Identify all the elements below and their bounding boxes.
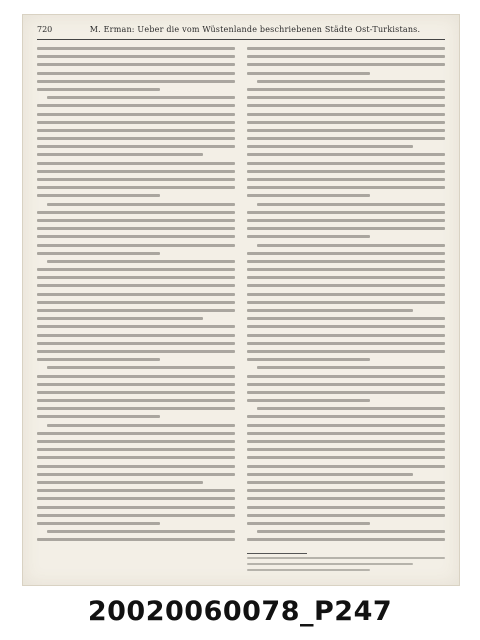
text-line: [37, 391, 235, 394]
text-line: [37, 334, 235, 337]
running-title: M. Erman: Ueber die vom Wüstenlande beschriebenen Städte Ost-Turkistans.: [89, 25, 421, 34]
text-line: [247, 284, 445, 287]
text-line: [247, 72, 370, 75]
text-line: [37, 244, 235, 247]
text-line: [37, 407, 235, 410]
text-line: [247, 350, 445, 353]
text-line: [247, 170, 445, 173]
text-line: [247, 334, 445, 337]
text-line: [247, 55, 445, 58]
text-line: [247, 301, 445, 304]
book-page: [22, 14, 460, 586]
text-line: [47, 530, 235, 533]
text-line: [37, 284, 235, 287]
text-line: [47, 96, 235, 99]
text-line: [247, 137, 445, 140]
text-line: [247, 47, 445, 50]
text-line: [247, 432, 445, 435]
text-column-left: [37, 47, 235, 547]
text-line: [47, 424, 235, 427]
text-line: [247, 309, 413, 312]
text-line: [247, 563, 413, 565]
text-line: [247, 383, 445, 386]
text-line: [37, 358, 160, 361]
text-line: [37, 252, 160, 255]
text-line: [37, 383, 235, 386]
text-line: [247, 153, 445, 156]
text-line: [47, 203, 235, 206]
text-line: [37, 375, 235, 378]
text-line: [37, 514, 235, 517]
text-line: [47, 260, 235, 263]
text-line: [37, 170, 235, 173]
text-line: [247, 325, 445, 328]
text-line: [247, 227, 445, 230]
text-line: [247, 358, 370, 361]
text-line: [247, 260, 445, 263]
text-line: [37, 194, 160, 197]
text-line: [37, 235, 235, 238]
text-line: [247, 538, 445, 541]
text-line: [37, 80, 235, 83]
text-line: [37, 211, 235, 214]
text-line: [37, 227, 235, 230]
text-line: [247, 557, 445, 559]
text-line: [247, 96, 445, 99]
text-line: [247, 448, 445, 451]
text-line: [37, 276, 235, 279]
text-line: [37, 145, 235, 148]
barcode-label: 20020060078_P247: [87, 596, 393, 627]
text-line: [247, 293, 445, 296]
text-line: [247, 121, 445, 124]
text-line: [37, 317, 203, 320]
text-line: [247, 317, 445, 320]
text-line: [247, 375, 445, 378]
text-line: [247, 424, 445, 427]
footnote: [247, 557, 445, 577]
text-line: [247, 522, 370, 525]
text-line: [247, 473, 413, 476]
text-line: [37, 440, 235, 443]
text-line: [37, 162, 235, 165]
text-line: [37, 63, 235, 66]
text-line: [247, 129, 445, 132]
text-line: [37, 219, 235, 222]
text-line: [247, 506, 445, 509]
text-line: [37, 325, 235, 328]
text-line: [37, 186, 235, 189]
text-line: [247, 186, 445, 189]
text-line: [37, 268, 235, 271]
text-line: [37, 473, 235, 476]
text-line: [247, 104, 445, 107]
text-line: [257, 244, 445, 247]
text-line: [37, 72, 235, 75]
text-line: [37, 538, 235, 541]
text-line: [37, 448, 235, 451]
text-line: [37, 342, 235, 345]
text-line: [247, 113, 445, 116]
text-line: [247, 481, 445, 484]
text-line: [37, 113, 235, 116]
text-line: [247, 252, 445, 255]
header-rule: [37, 39, 445, 40]
text-line: [37, 489, 235, 492]
text-line: [247, 162, 445, 165]
text-line: [37, 55, 235, 58]
page-header: [37, 25, 445, 39]
text-line: [37, 137, 235, 140]
text-line: [247, 268, 445, 271]
text-line: [37, 506, 235, 509]
text-line: [247, 88, 445, 91]
text-line: [247, 415, 445, 418]
text-line: [37, 465, 235, 468]
text-line: [247, 399, 370, 402]
text-line: [37, 104, 235, 107]
text-line: [247, 235, 370, 238]
text-line: [247, 391, 445, 394]
text-line: [247, 456, 445, 459]
text-line: [247, 465, 445, 468]
text-line: [37, 88, 160, 91]
text-line: [257, 407, 445, 410]
text-line: [37, 522, 160, 525]
text-line: [257, 80, 445, 83]
text-line: [37, 309, 235, 312]
text-line: [247, 219, 445, 222]
text-line: [247, 342, 445, 345]
text-line: [247, 489, 445, 492]
text-line: [247, 440, 445, 443]
text-line: [247, 211, 445, 214]
text-line: [257, 530, 445, 533]
text-line: [47, 366, 235, 369]
text-line: [257, 203, 445, 206]
text-line: [37, 178, 235, 181]
text-line: [37, 432, 235, 435]
text-line: [37, 415, 160, 418]
text-line: [247, 194, 370, 197]
text-line: [247, 514, 445, 517]
text-line: [37, 129, 235, 132]
text-line: [37, 350, 235, 353]
text-line: [257, 366, 445, 369]
text-line: [37, 481, 203, 484]
text-line: [247, 63, 445, 66]
text-line: [37, 293, 235, 296]
text-line: [247, 497, 445, 500]
text-line: [37, 47, 235, 50]
text-line: [247, 569, 370, 571]
text-line: [37, 456, 235, 459]
footnote-rule: [247, 553, 307, 554]
page-number: 720: [37, 25, 53, 34]
text-line: [37, 497, 235, 500]
text-line: [247, 276, 445, 279]
text-line: [37, 301, 235, 304]
text-line: [247, 145, 413, 148]
text-line: [247, 178, 445, 181]
text-line: [37, 399, 235, 402]
text-column-right: [247, 47, 445, 547]
text-line: [37, 121, 235, 124]
text-line: [37, 153, 203, 156]
